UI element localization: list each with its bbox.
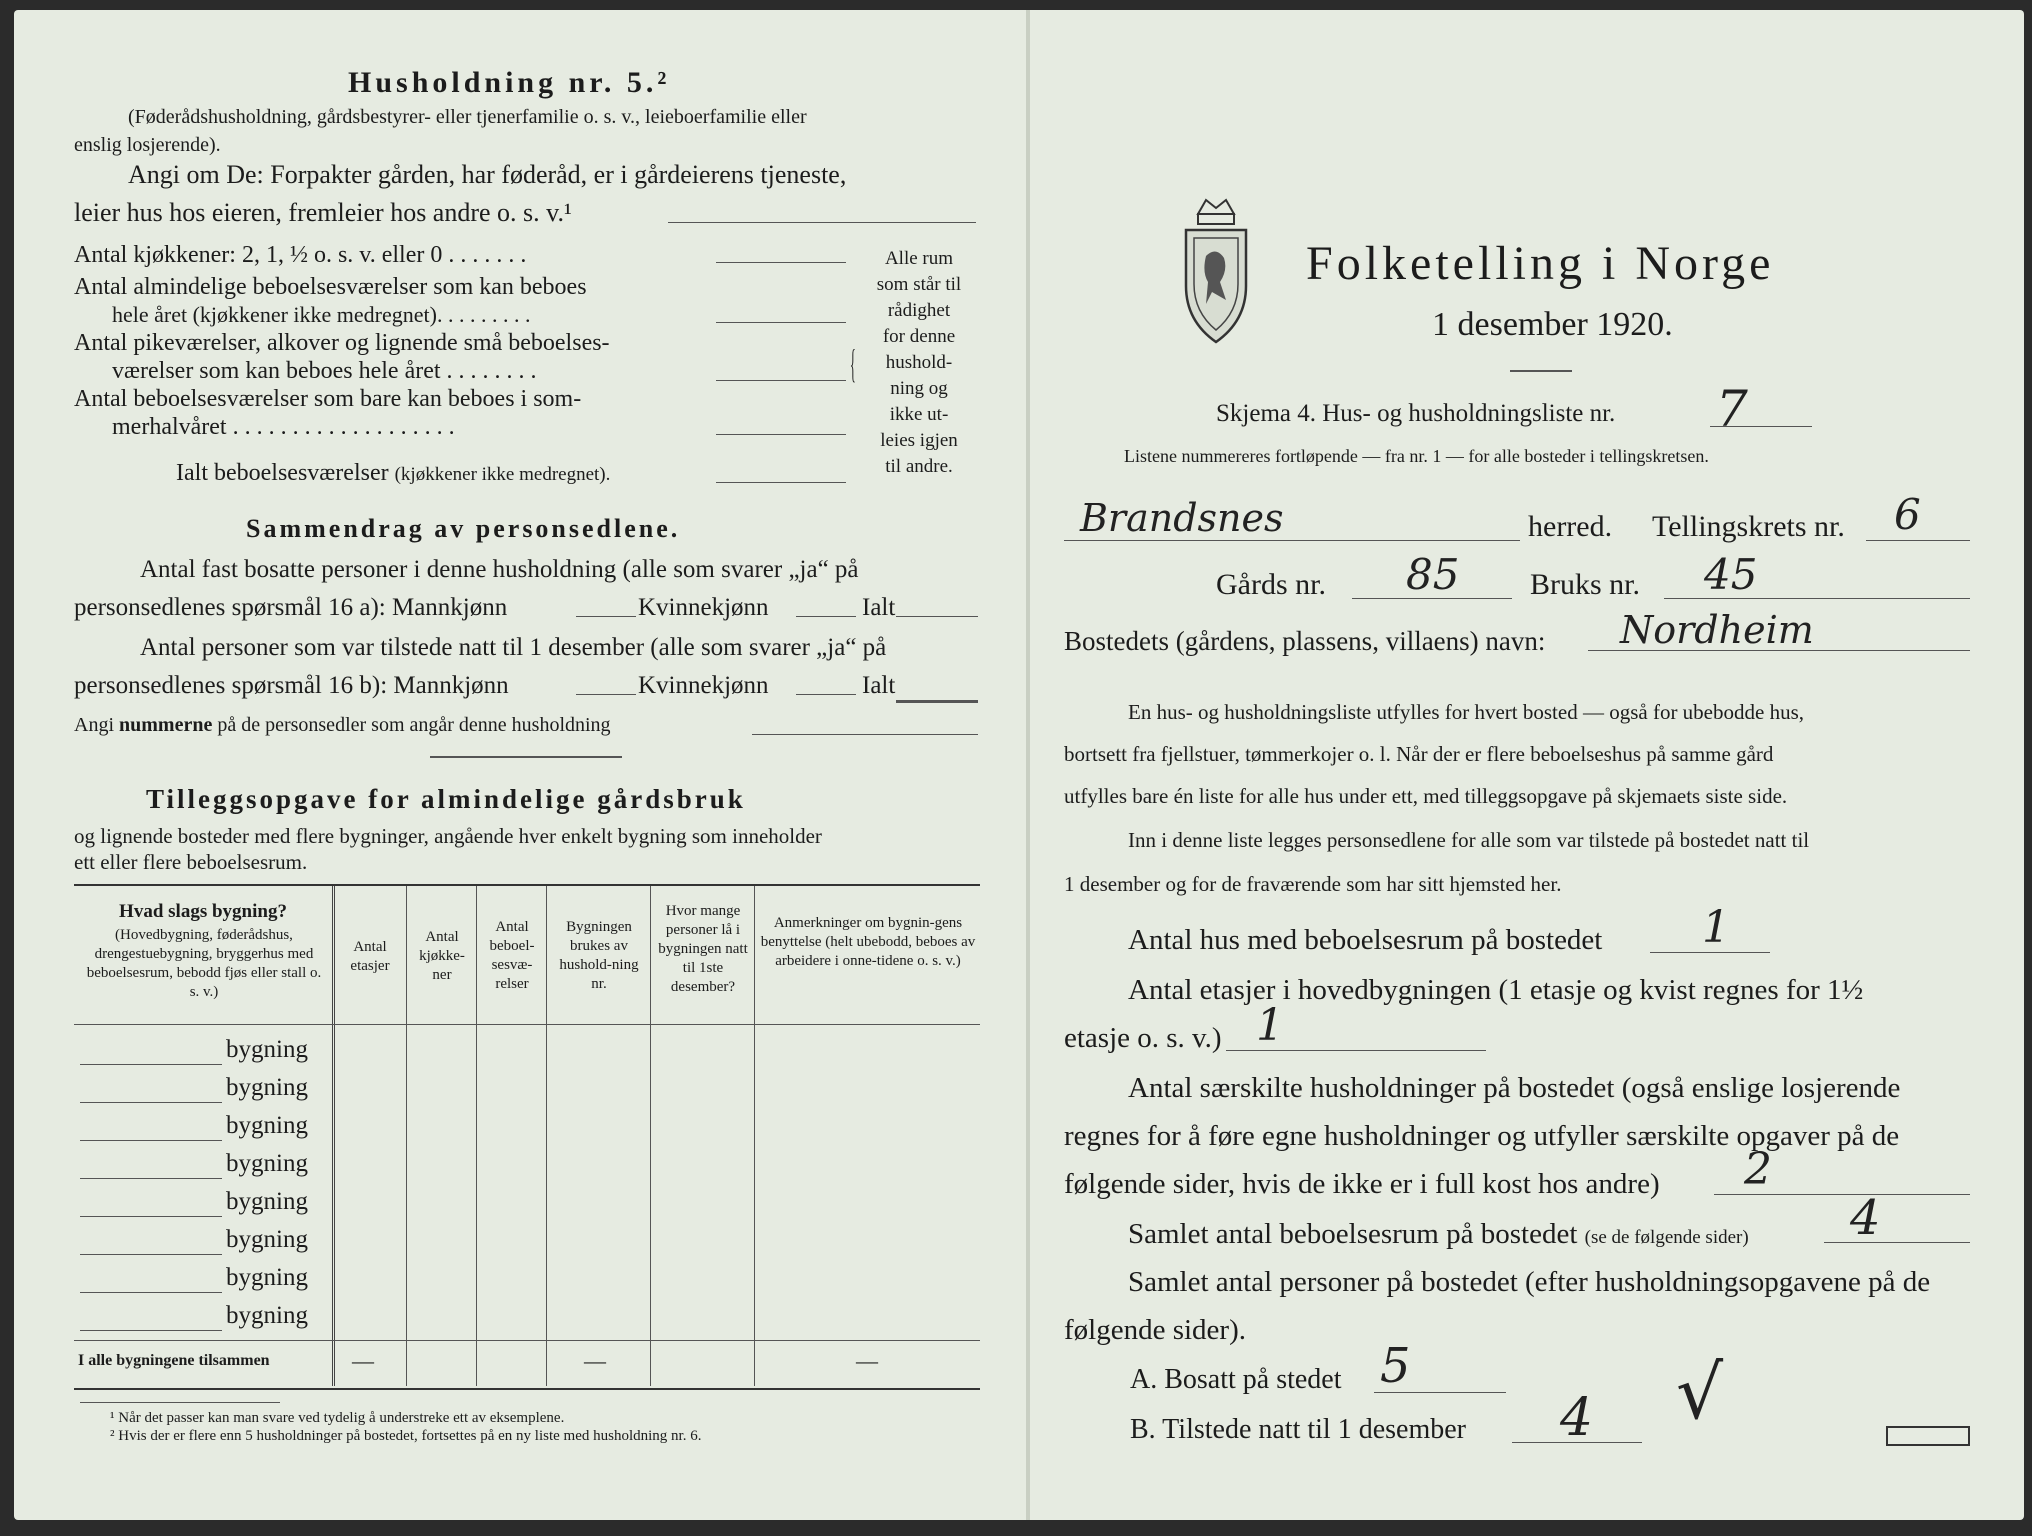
paragraph-line-4: Inn i denne liste legges personsedlene for alle som var tilstede på bostedet natt til (1128, 828, 1810, 852)
table-row (80, 1216, 222, 1217)
paragraph-line-3: utfylles bare én liste for alle hus under ett, med tilleggsopgave på skjemaets siste side. (1064, 784, 1788, 808)
ialt-label: Ialt (862, 594, 896, 621)
table-row-label: bygning (226, 1188, 308, 1215)
paragraph-line-1: En hus- og husholdningsliste utfylles for hvert bosted — også for ubebodde hus, (1128, 700, 1804, 724)
paragraph-line-2: bortsett fra fjellstuer, tømmerkojer o. l. Når der er flere beboelseshus på samme gård (1064, 742, 1774, 766)
answer-line (1374, 1392, 1506, 1393)
summary-line-1: Antal fast bosatte personer i denne husholdning (alle som svarer „ja“ på (140, 556, 859, 583)
household-title: Husholdning nr. 5.² (348, 66, 671, 99)
answer-line (1226, 1050, 1486, 1051)
col-header-kjokkener: Antal kjøkke-ner (419, 929, 465, 983)
summary-line-2: personsedlenes spørsmål 16 a): Mannkjønn (74, 594, 508, 621)
sidenote-line: ning og (890, 378, 948, 399)
ialt-label: Ialt (862, 672, 896, 699)
q4-value: 4 (1850, 1190, 1881, 1246)
footnote-2: ² Hvis der er flere enn 5 husholdninger på bostedet, fortsettes på en ny liste med husholdning nr. 6. (110, 1428, 702, 1444)
herred-label: herred. (1528, 510, 1613, 543)
rooms-answer-line (716, 262, 846, 263)
summary-line-4: personsedlenes spørsmål 16 b): Mannkjønn (74, 672, 509, 699)
divider (1510, 370, 1572, 372)
summary-line-3: Antal personer som var tilstede natt til 1 desember (alle som svarer „ja“ på (140, 634, 887, 661)
answer-line (1714, 1194, 1970, 1195)
bruks-value: 45 (1704, 550, 1758, 599)
b-value: 4 (1560, 1388, 1594, 1448)
paragraph-line-5: 1 desember og for de fraværende som har sitt hjemsted her. (1064, 872, 1562, 896)
bosted-label: Bostedets (gårdens, plassens, villaens) navn: (1064, 626, 1546, 656)
table-row (80, 1064, 222, 1065)
sidenote (864, 246, 974, 480)
sidenote-line: leies igjen (880, 430, 958, 451)
sidenote-line: til andre. (885, 456, 953, 477)
dash: — (856, 1348, 878, 1373)
norway-coat-of-arms (1176, 196, 1256, 346)
angi-answer-line (668, 222, 976, 223)
tillegg-line-1: og lignende bosteder med flere bygninger, angående hver enkelt bygning som inneholder (74, 824, 822, 848)
a-label: A. Bosatt på stedet (1130, 1364, 1342, 1395)
tillegg-title: Tilleggsopgave for almindelige gårdsbruk (146, 784, 746, 814)
col-header-personer: Hvor mange personer lå i bygningen natt til 1ste desember? (658, 903, 748, 995)
footnote-1: ¹ Når det passer kan man svare ved tydelig å understreke ett av eksemplene. (110, 1410, 565, 1426)
rooms-line-5: værelser som kan beboes hele året . . . . . . . . (112, 358, 537, 384)
rooms-line-4: Antal pikeværelser, alkover og lignende små beboelses- (74, 330, 610, 356)
table-row-label: bygning (226, 1302, 308, 1329)
intro-line-1: (Føderådshusholdning, gårdsbestyrer- eller tjenerfamilie o. s. v., leieboerfamilie eller (128, 106, 807, 128)
rooms-line-6: Antal beboelsesværelser som bare kan beboes i som- (74, 386, 582, 412)
summary-line-5: Angi nummerne på de personsedler som angår denne husholdning (74, 714, 611, 736)
col-header-etasjer: Antal etasjer (350, 939, 390, 974)
brace: { (850, 341, 856, 386)
table-row-label: bygning (226, 1036, 308, 1063)
rooms-line-3: hele året (kjøkkener ikke medregnet). . . . . . . . . (112, 302, 531, 327)
printer-stamp (1886, 1426, 1970, 1446)
answer-line (1352, 598, 1512, 599)
table-row-label: bygning (226, 1150, 308, 1177)
sidenote-line: ikke ut- (889, 404, 949, 425)
summary-title: Sammendrag av personsedlene. (246, 514, 681, 543)
q5-line-1: Samlet antal personer på bostedet (efter husholdningsopgavene på de (1128, 1266, 1931, 1298)
answer-line (1512, 1442, 1642, 1443)
rooms-answer-line (716, 434, 846, 435)
answer-line (796, 694, 856, 695)
sidenote-line: hushold- (885, 352, 953, 373)
table-row-label: bygning (226, 1074, 308, 1101)
col-header-type: Hvad slags bygning? (119, 901, 287, 922)
sidenote-line: Alle rum (884, 248, 954, 269)
answer-line (1588, 650, 1970, 651)
q2-value: 1 (1256, 1000, 1284, 1051)
check-mark: √ (1676, 1350, 1724, 1436)
kvinne-label: Kvinnekjønn (638, 594, 769, 621)
bruks-label: Bruks nr. (1530, 568, 1641, 601)
angi-line-2: leier hus hos eieren, fremleier hos andre o. s. v.¹ (74, 198, 572, 227)
dash: — (352, 1348, 374, 1373)
rooms-line-7: merhalvåret . . . . . . . . . . . . . . . . . . . (112, 414, 455, 440)
answer-line (1824, 1242, 1970, 1243)
table-row-label: bygning (226, 1226, 308, 1253)
answer-line (896, 616, 978, 617)
q3-value: 2 (1744, 1144, 1772, 1195)
table-row-label: bygning (226, 1112, 308, 1139)
answer-line (1710, 426, 1812, 427)
table-row (80, 1102, 222, 1103)
sidenote-line: som står til (876, 274, 962, 295)
q2-line-1: Antal etasjer i hovedbygningen (1 etasje og kvist regnes for 1½ (1128, 974, 1864, 1006)
answer-line (1064, 540, 1520, 541)
col-header-vaerelser: Antal beboel-sesvæ-relser (489, 919, 535, 992)
answer-line (576, 694, 636, 695)
dash: — (584, 1348, 606, 1373)
total-label: I alle bygningene tilsammen (78, 1352, 270, 1369)
listene-note: Listene nummereres fortløpende — fra nr. 1 — for alle bosteder i tellingskretsen. (1124, 446, 1709, 466)
rooms-line-1: Antal kjøkkener: 2, 1, ½ o. s. v. eller 0 . . . . . . . (74, 242, 527, 268)
divider (430, 756, 622, 758)
col-header-type-note: (Hovedbygning, føderådshus, drengestuebygning, bryggerhus med beboelsesrum, bebodd fjøs eller stall o. s. v.) (86, 927, 322, 1000)
q2-line-2: etasje o. s. v.) (1064, 1022, 1222, 1054)
skjema-label: Skjema 4. Hus- og husholdningsliste nr. (1216, 400, 1616, 427)
answer-line (896, 700, 978, 703)
tellingskrets-value: 6 (1894, 490, 1921, 539)
tellingskrets-label: Tellingskrets nr. (1652, 510, 1845, 543)
census-title: Folketelling i Norge (1306, 237, 1775, 290)
q3-line-2: regnes for å føre egne husholdninger og utfyller særskilte opgaver på de (1064, 1120, 1900, 1152)
q5-line-2: følgende sider). (1064, 1314, 1246, 1346)
answer-line (1664, 598, 1970, 599)
table-row (80, 1140, 222, 1141)
kvinne-label: Kvinnekjønn (638, 672, 769, 699)
answer-line (796, 616, 856, 617)
herred-value: Brandsnes (1080, 496, 1284, 540)
tillegg-line-2: ett eller flere beboelsesrum. (74, 850, 308, 874)
col-header-anmerkninger: Anmerkninger om bygnin-gens benyttelse (helt ubebodd, beboes av arbeidere i onne-tidene o. s. v.) (760, 915, 976, 969)
angi-line-1: Angi om De: Forpakter gården, har føderåd, er i gårdeierens tjeneste, (128, 160, 847, 189)
ialt-rooms-label: Ialt beboelsesværelser (kjøkkener ikke medregnet). (176, 460, 611, 486)
answer-line (576, 616, 636, 617)
table-row (80, 1330, 222, 1331)
table-row (80, 1178, 222, 1179)
b-label: B. Tilstede natt til 1 desember (1130, 1414, 1466, 1445)
gards-label: Gårds nr. (1216, 568, 1326, 601)
rooms-line-2: Antal almindelige beboelsesværelser som kan beboes (74, 274, 587, 300)
q3-line-3: følgende sider, hvis de ikke er i full kost hos andre) (1064, 1168, 1660, 1200)
census-date: 1 desember 1920. (1432, 306, 1673, 343)
answer-line (1650, 952, 1770, 953)
skjema-number: 7 (1716, 380, 1748, 438)
footnote-rule (80, 1402, 280, 1403)
rooms-answer-line (716, 482, 846, 483)
q4-label: Samlet antal beboelsesrum på bostedet (se de følgende sider) (1128, 1218, 1749, 1250)
rooms-answer-line (716, 322, 846, 323)
rooms-answer-line (716, 380, 846, 381)
answer-line (1866, 540, 1970, 541)
sidenote-line: for denne (882, 326, 956, 347)
page-fold (1026, 10, 1030, 1520)
a-value: 5 (1380, 1338, 1411, 1394)
sidenote-line: rådighet (887, 300, 951, 321)
gards-value: 85 (1406, 550, 1460, 599)
bosted-value: Nordheim (1620, 608, 1814, 652)
table-row-label: bygning (226, 1264, 308, 1291)
table-row (80, 1292, 222, 1293)
q3-line-1: Antal særskilte husholdninger på bostedet (også enslige losjerende (1128, 1072, 1901, 1104)
col-header-brukes-av: Bygningen brukes av hushold-ning nr. (559, 919, 639, 992)
table-row (80, 1254, 222, 1255)
intro-line-2: enslig losjerende). (74, 134, 221, 156)
q1-label: Antal hus med beboelsesrum på bostedet (1128, 924, 1603, 956)
answer-line (752, 734, 978, 735)
buildings-table (74, 884, 980, 1390)
q1-value: 1 (1702, 902, 1730, 953)
